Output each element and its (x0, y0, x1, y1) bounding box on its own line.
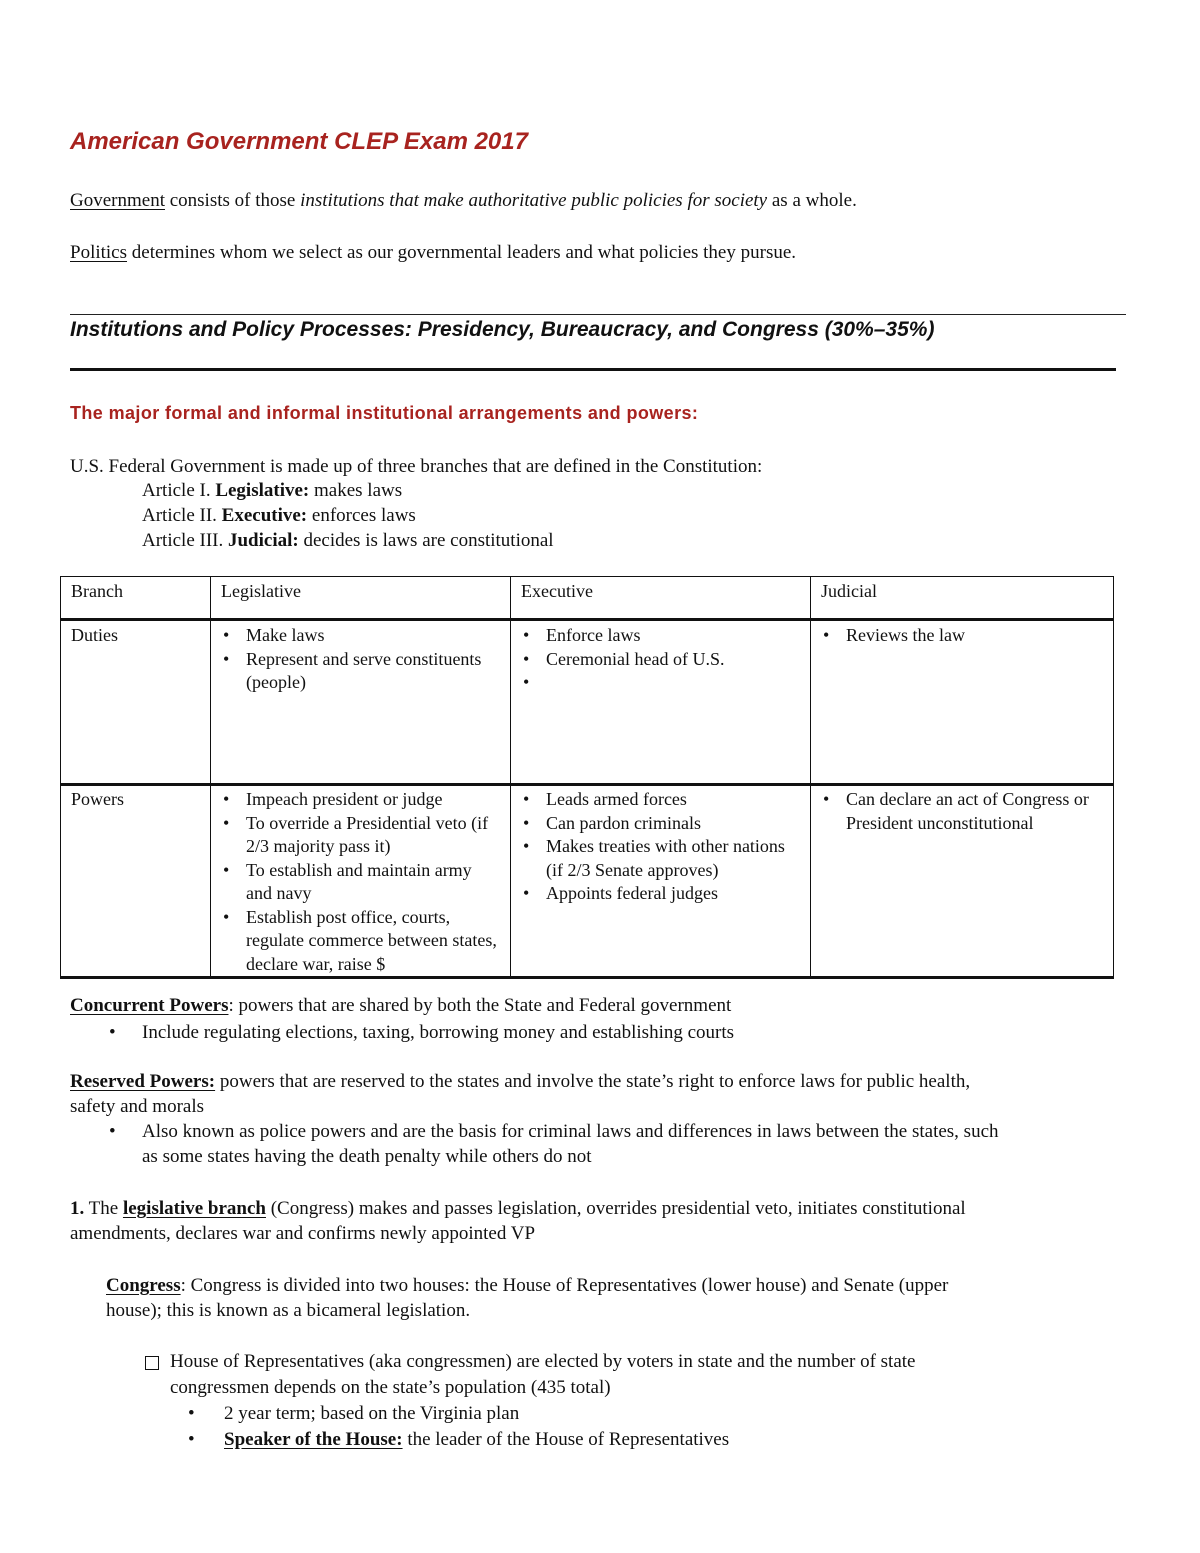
house-paragraph: House of Representatives (aka congressmen) are elected by voters in state and the number of state (170, 1351, 916, 1372)
government-definition: Government consists of those institutions that make authoritative public policies for society as a whole. (70, 190, 857, 211)
congress-term: Congress (106, 1275, 181, 1296)
branches-intro: U.S. Federal Government is made up of three branches that are defined in the Constitution: (70, 456, 763, 477)
duties-judicial (811, 620, 1114, 785)
legislative-branch-cont: amendments, declares war and confirms newly appointed VP (70, 1223, 536, 1244)
powers-executive (511, 785, 811, 978)
house-bullet-term: • 2 year term; based on the Virginia plan (224, 1402, 519, 1426)
list-item: • Represent and serve constituents (people) (221, 648, 500, 695)
sub-heading: The major formal and informal institutional arrangements and powers: (70, 403, 699, 423)
branches-table (60, 576, 1114, 979)
divider-bottom (70, 368, 1116, 371)
header-branch: Branch (61, 577, 211, 620)
congress-paragraph: Congress: Congress is divided into two houses: the House of Representatives (lower house) and Senate (upper (106, 1275, 949, 1296)
header-executive: Executive (511, 577, 811, 620)
table-header-row (61, 577, 1114, 620)
reserved-term: Reserved Powers: (70, 1071, 216, 1092)
house-bullet-speaker: • Speaker of the House: the leader of the House of Representatives (224, 1428, 729, 1452)
duties-executive (511, 620, 811, 785)
table-row-duties (61, 620, 1114, 785)
politics-term: Politics (70, 242, 128, 263)
list-item: • Impeach president or judge (221, 788, 500, 812)
powers-legislative (211, 785, 511, 978)
list-item: • Can pardon criminals (521, 812, 800, 836)
reserved-bullet: • Also known as police powers and are the basis for criminal laws and differences in laws between the states, such (142, 1120, 999, 1144)
politics-definition: Politics determines whom we select as our governmental leaders and what policies they pursue. (70, 242, 797, 263)
list-item: • Makes treaties with other nations (if 2/3 Senate approves) (521, 835, 800, 882)
list-item: • To establish and maintain army and navy (221, 859, 500, 906)
list-item (521, 671, 800, 695)
reserved-definition: Reserved Powers: powers that are reserved to the states and involve the state’s right to enforce laws for public health, (70, 1071, 971, 1092)
duties-legislative (211, 620, 511, 785)
reserved-definition-cont: safety and morals (70, 1096, 205, 1117)
reserved-bullet-cont: as some states having the death penalty while others do not (142, 1146, 592, 1167)
header-legislative: Legislative (211, 577, 511, 620)
article-1: Article I. Legislative: makes laws (142, 480, 403, 501)
header-judicial: Judicial (811, 577, 1114, 620)
concurrent-bullet: • Include regulating elections, taxing, borrowing money and establishing courts (142, 1021, 734, 1045)
list-item: • Leads armed forces (521, 788, 800, 812)
congress-paragraph-cont: house); this is known as a bicameral legislation. (106, 1300, 471, 1321)
list-item: • Enforce laws (521, 624, 800, 648)
powers-judicial (811, 785, 1114, 978)
document-title: American Government CLEP Exam 2017 (70, 128, 528, 155)
list-item: • Can declare an act of Congress or President unconstitutional (821, 788, 1103, 835)
speaker-term: Speaker of the House: (224, 1429, 403, 1450)
list-item: • Appoints federal judges (521, 882, 800, 906)
list-item: • Ceremonial head of U.S. (521, 648, 800, 672)
section-title: Institutions and Policy Processes: Presidency, Bureaucracy, and Congress (30%–35%) (70, 318, 935, 341)
concurrent-term: Concurrent Powers (70, 995, 229, 1016)
list-item: • Reviews the law (821, 624, 1103, 648)
article-3: Article III. Judicial: decides is laws are constitutional (142, 530, 554, 551)
government-term: Government (70, 190, 165, 211)
powers-label: Powers (61, 785, 211, 978)
duties-label: Duties (61, 620, 211, 785)
list-item: • To override a Presidential veto (if 2/3 majority pass it) (221, 812, 500, 859)
table-row-powers (61, 785, 1114, 978)
legislative-branch-term: legislative branch (122, 1198, 266, 1219)
house-paragraph-cont: congressmen depends on the state’s population (435 total) (170, 1377, 611, 1398)
list-item: • Establish post office, courts, regulate commerce between states, declare war, raise $ (221, 906, 500, 977)
concurrent-definition: Concurrent Powers: powers that are shared by both the State and Federal government (70, 995, 732, 1016)
checkbox-icon (145, 1356, 159, 1370)
divider-top (70, 314, 1126, 315)
article-2: Article II. Executive: enforces laws (142, 505, 416, 526)
list-item: • Make laws (221, 624, 500, 648)
legislative-branch-paragraph: 1. The legislative branch (Congress) makes and passes legislation, overrides presidential veto, initiates constitutional (70, 1198, 966, 1219)
